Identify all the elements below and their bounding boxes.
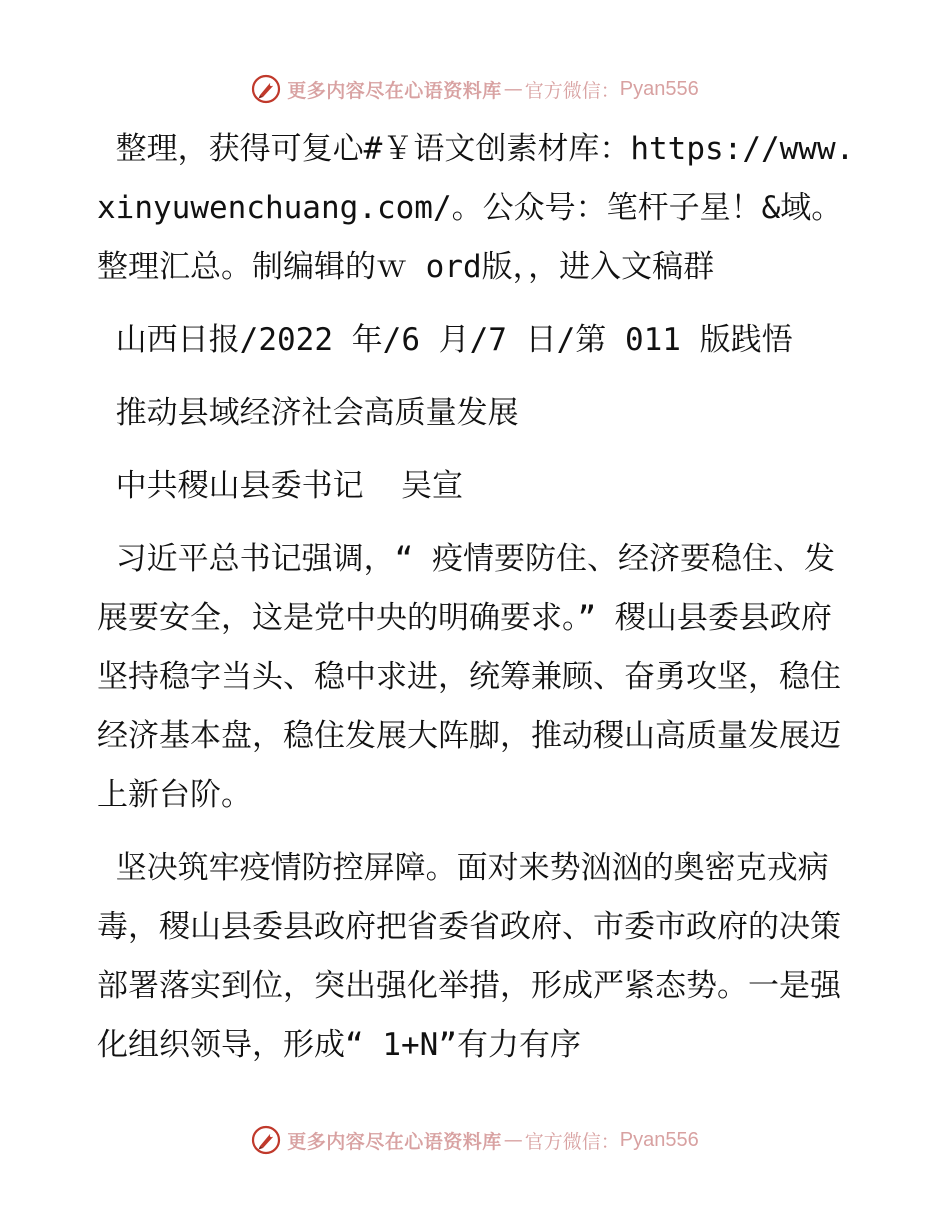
author-line: 中共稷山县委书记 吴宣 (97, 468, 463, 504)
watermark-wechat-label: 官方微信： (524, 79, 620, 102)
pen-logo-icon (251, 1125, 281, 1155)
watermark-wechat-id: Pyan556 (619, 77, 699, 100)
watermark-wechat-label: 官方微信： (524, 1130, 620, 1153)
watermark-wechat-id: Pyan556 (619, 1128, 699, 1151)
watermark-text: 更多内容尽在心语资料库 (287, 79, 502, 102)
pen-logo-icon (251, 74, 281, 104)
body-paragraph: 习近平总书记强调，“ 疫情要防住、经济要稳住、发展要安全，这是党中央的明确要求。” 稷山县委县政府坚持稳字当头、稳中求进，统筹兼顾、奋勇攻坚，稳住经济基本盘，稳住发展大阵脚，推动稷山高质量发展迈上新台阶。 (97, 541, 841, 813)
watermark-banner-top (0, 72, 950, 106)
watermark-banner-bottom (0, 1123, 950, 1157)
watermark-separator: — (503, 1129, 523, 1151)
article-title: 推动县域经济社会高质量发展 (97, 395, 519, 431)
source-line: 山西日报/2022 年/6 月/7 日/第 011 版践悟 (97, 322, 793, 358)
body-paragraph: 坚决筑牢疫情防控屏障。面对来势汹汹的奥密克戎病毒，稷山县委县政府把省委省政府、市委市政府的决策部署落实到位，突出强化举措，形成严紧态势。一是强化组织领导，形成“ 1+N”有力有序 (97, 850, 841, 1063)
intro-paragraph: 整理，获得可复心#￥语文创素材库：https://www.xinyuwenchuang.com/。公众号：笔杆子星！&域。整理汇总。制编辑的ｗ ord版，，进入文稿群 (97, 131, 855, 285)
watermark-separator: — (503, 78, 523, 100)
watermark-text: 更多内容尽在心语资料库 (287, 1130, 502, 1153)
document-body (97, 120, 857, 1089)
